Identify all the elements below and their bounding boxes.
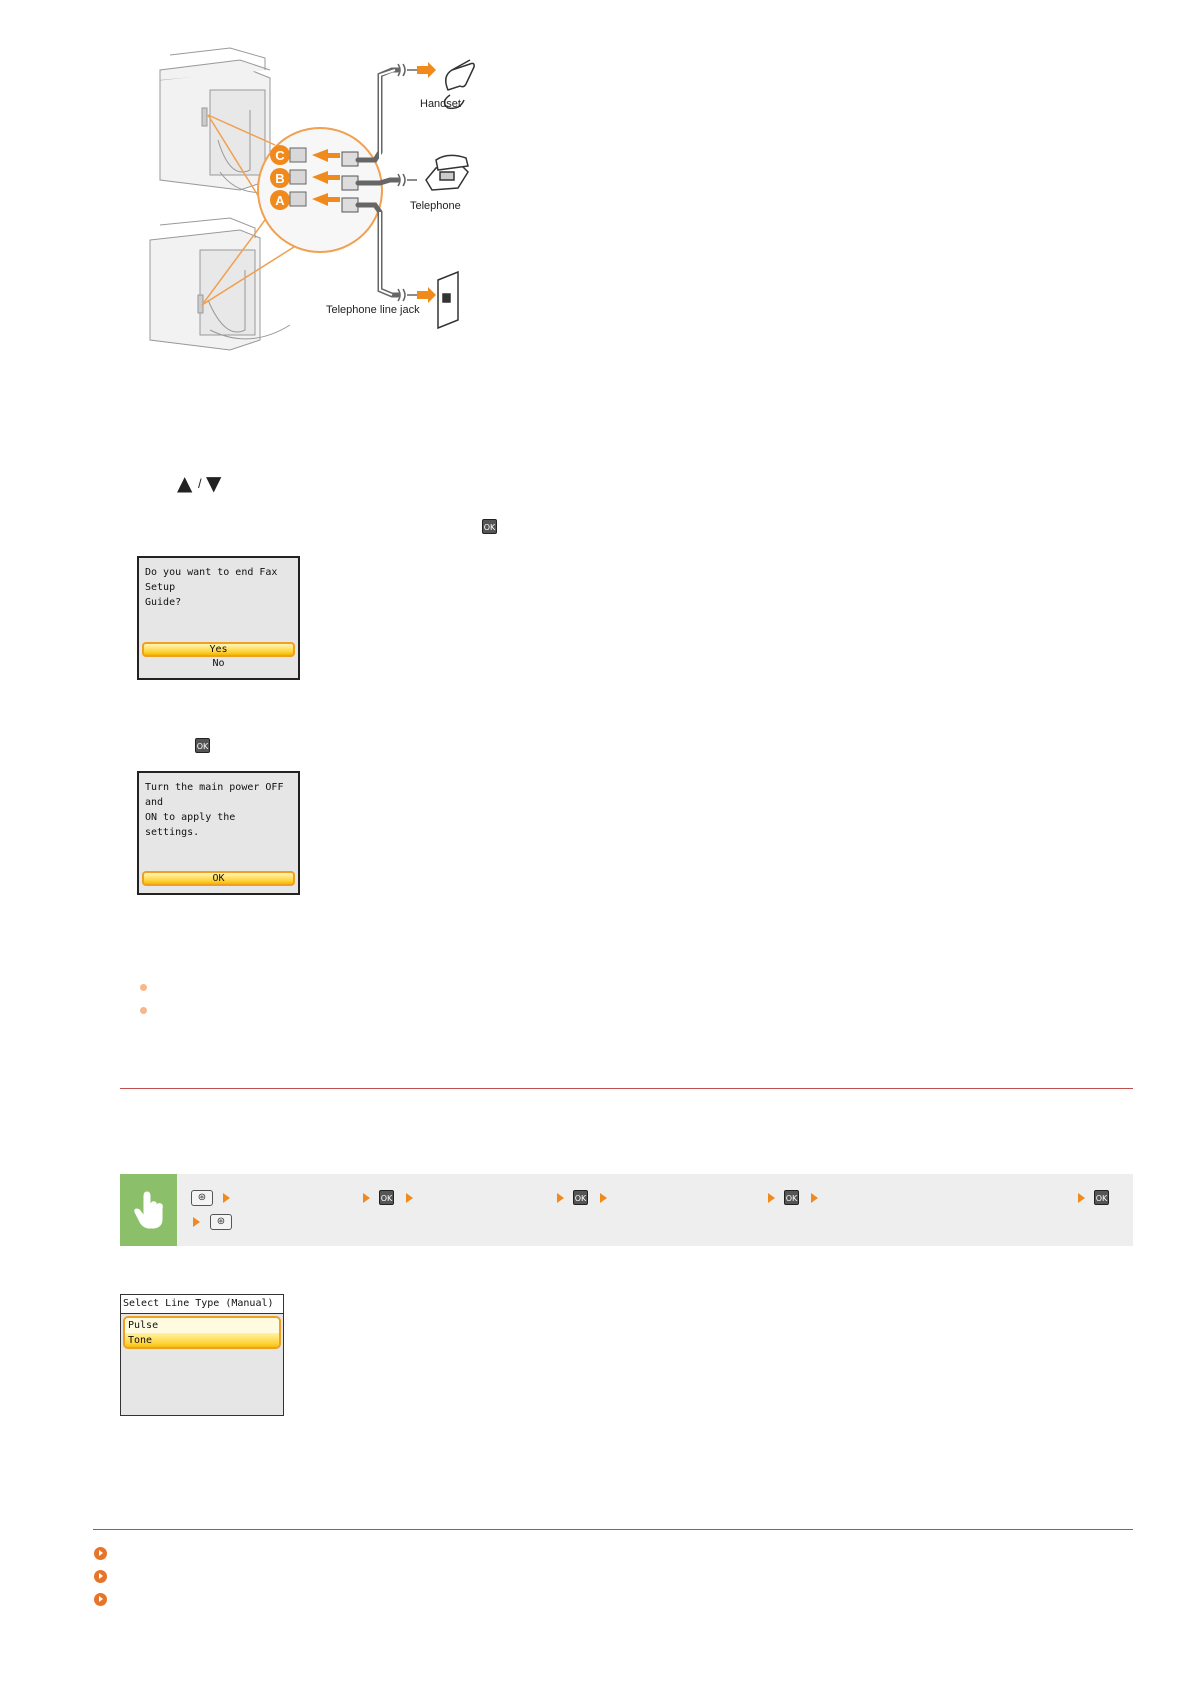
ok-key-icon: OK <box>1094 1190 1109 1205</box>
port-b-label: B <box>275 171 285 186</box>
telephone-line-jack-label: Telephone line jack <box>326 304 420 316</box>
menu-key-icon: ⊛ <box>210 1214 232 1230</box>
lcd-restart-notice <box>137 771 300 895</box>
pulse-option[interactable]: Pulse <box>125 1318 279 1333</box>
up-arrow-icon: ▲ <box>177 471 193 495</box>
path-arrow-icon <box>600 1193 607 1203</box>
port-c-label: C <box>275 148 285 163</box>
path-arrow-icon <box>193 1217 200 1227</box>
port-a-label: A <box>275 193 285 208</box>
lcd-message: Do you want to end Fax Setup Guide? <box>145 567 278 608</box>
ok-key-icon: OK <box>379 1190 394 1205</box>
path-arrow-icon <box>557 1193 564 1203</box>
section-divider <box>120 1088 1133 1089</box>
port-jacks <box>290 148 306 206</box>
down-arrow-icon: ▼ <box>206 471 222 495</box>
cables <box>358 70 398 295</box>
ok-key-icon: OK <box>784 1190 799 1205</box>
ok-key-icon: OK <box>195 738 210 753</box>
bullet-dot <box>140 984 147 991</box>
bullet-dot <box>140 1007 147 1014</box>
line-type-options <box>123 1316 281 1349</box>
cable-break-marks <box>398 64 417 301</box>
link-arrow-icon[interactable] <box>94 1593 107 1606</box>
path-arrow-icon <box>406 1193 413 1203</box>
lcd-select-line-type <box>120 1294 284 1416</box>
ok-option[interactable]: OK <box>142 871 295 886</box>
no-option[interactable]: No <box>212 658 225 669</box>
path-arrow-icon <box>1078 1193 1085 1203</box>
related-links-divider <box>93 1529 1133 1530</box>
ok-key-icon: OK <box>482 519 497 534</box>
lcd-message: Turn the main power OFF and ON to apply the settings. <box>145 782 284 838</box>
arrow-separator: / <box>198 476 202 491</box>
path-arrow-icon <box>223 1193 230 1203</box>
handset-label: Handset <box>420 98 461 110</box>
path-arrow-icon <box>768 1193 775 1203</box>
link-arrow-icon[interactable] <box>94 1570 107 1583</box>
fax-connection-diagram <box>130 40 530 370</box>
tone-option[interactable]: Tone <box>125 1333 279 1348</box>
touch-hand-icon <box>120 1174 177 1246</box>
path-arrow-icon <box>811 1193 818 1203</box>
lcd-title: Select Line Type (Manual) <box>121 1295 283 1314</box>
plugs <box>342 152 358 212</box>
telephone-label: Telephone <box>410 200 461 212</box>
telephone-icon <box>426 155 468 190</box>
yes-option[interactable]: Yes <box>142 642 295 657</box>
lcd-end-fax-setup-guide <box>137 556 300 680</box>
ok-key-icon: OK <box>573 1190 588 1205</box>
printer-lower-illustration <box>150 218 290 350</box>
port-badges <box>270 145 290 210</box>
link-arrow-icon[interactable] <box>94 1547 107 1560</box>
hand-pointer-icon <box>120 1174 177 1246</box>
menu-key-icon: ⊛ <box>191 1190 213 1206</box>
wall-jack-icon <box>438 272 458 328</box>
navigation-path-bar <box>120 1174 1133 1246</box>
path-arrow-icon <box>363 1193 370 1203</box>
